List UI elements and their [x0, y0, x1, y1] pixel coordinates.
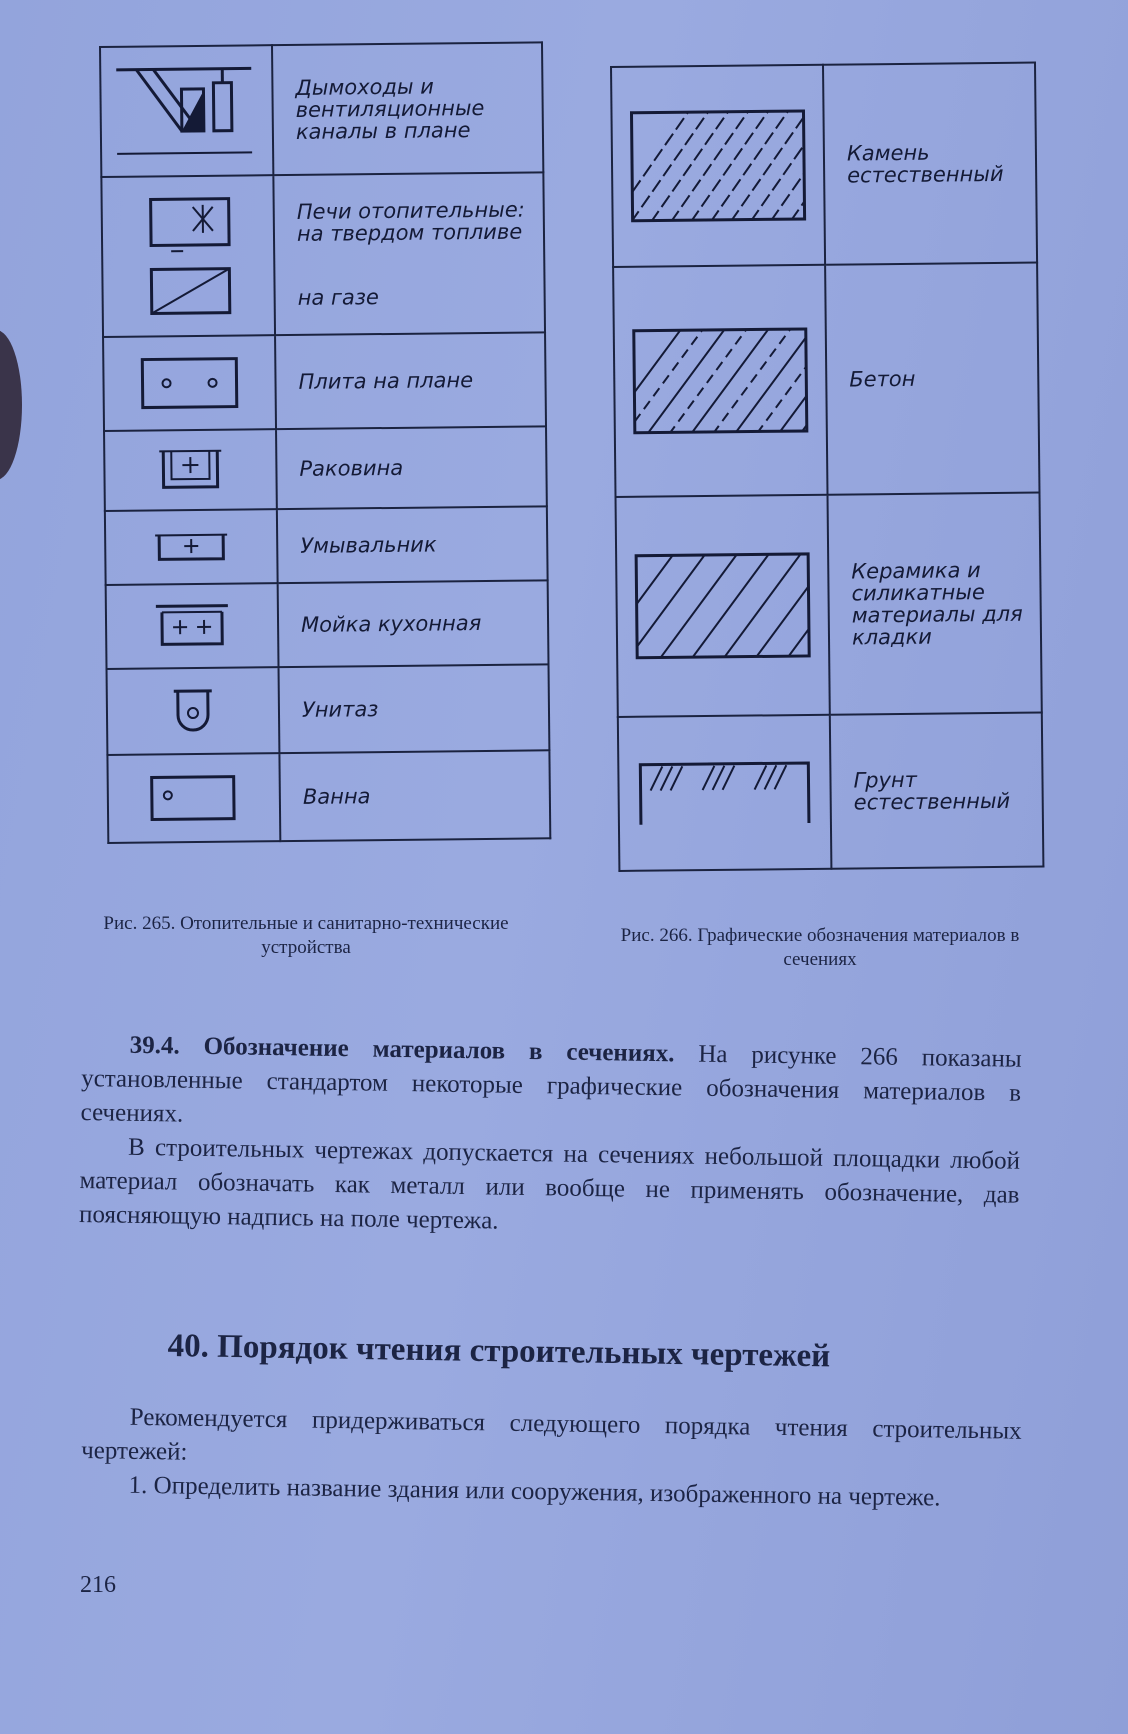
- table-row: [100, 42, 543, 177]
- fig266-label: Керамика и силикатные материалы для кладки: [828, 493, 1042, 715]
- stove-solid-fuel-label: Печи отопительные: на твердом топливе: [296, 197, 525, 246]
- paragraph: Рекомендуется придерживаться следующего порядка чтения строительных чертежей:: [80, 1403, 1022, 1466]
- fig265-table: [99, 41, 551, 844]
- paragraph-text: На рисунке 266 показаны установленные стандартом некоторые графические обозначения материалов в сечениях.: [80, 1040, 1022, 1128]
- toilet-icon: [107, 667, 280, 755]
- table-row: [103, 332, 546, 431]
- table-row: [107, 750, 550, 843]
- fig265-label: Ванна: [279, 750, 550, 841]
- paragraph: 1. Определить название здания или сооружения, изображенного на чертеже.: [128, 1471, 941, 1512]
- fig265-label: Унитаз: [279, 664, 550, 753]
- fig266-label: Камень естественный: [823, 63, 1037, 265]
- washbasin-icon: [105, 509, 278, 585]
- fig265-label: Раковина: [276, 426, 547, 509]
- sink-icon: [104, 429, 277, 511]
- fig265-label: Дымоходы и вентиляционные каналы в плане: [272, 42, 543, 175]
- table-row: [613, 263, 1039, 497]
- ceramic-hatch-icon: [616, 495, 830, 717]
- section-heading: 39.4. Обозначение материалов в сечениях.: [129, 1031, 675, 1068]
- fig266-table: [610, 62, 1044, 872]
- section-40: [80, 1400, 1021, 1517]
- table-row: [611, 63, 1037, 267]
- fig266-label: Бетон: [825, 263, 1039, 495]
- thumb-shadow: [0, 330, 22, 480]
- kitchen-sink-icon: [106, 583, 279, 669]
- table-row: [104, 426, 547, 511]
- concrete-hatch-icon: [613, 265, 827, 497]
- natural-stone-hatch-icon: [611, 65, 825, 267]
- cooker-icon: [103, 335, 276, 431]
- fig266-caption: Рис. 266. Графические обозначения материалов в сечениях: [620, 925, 1020, 970]
- fig265-caption: Рис. 265. Отопительные и санитарно-технические устройства: [103, 913, 509, 958]
- stove-icon: [101, 175, 275, 337]
- section-40-title: 40. Порядок чтения строительных чертежей: [167, 1328, 831, 1375]
- table-row: [107, 664, 550, 755]
- stove-gas-label: на газе: [297, 285, 380, 310]
- fig265-label: [273, 172, 545, 335]
- paragraph: В строительных чертежах допускается на сечениях небольшой площадки любой материал обозначать как металл или вообще не применять обозначение, дав поясняющую надпись на поле чертежа.: [78, 1133, 1021, 1235]
- table-row: [618, 713, 1044, 871]
- fig265-label: Плита на плане: [275, 332, 546, 429]
- section-39-4: [79, 1028, 1022, 1247]
- bathtub-icon: [107, 753, 280, 843]
- page-number: 216: [80, 1572, 116, 1598]
- table-row: [105, 506, 548, 585]
- table-row: [616, 493, 1042, 717]
- fig266-label: Грунт естественный: [830, 713, 1044, 869]
- fig265-label: Умывальник: [277, 506, 548, 583]
- paragraph: [80, 1028, 1021, 1145]
- fig265-label: Мойка кухонная: [278, 580, 549, 667]
- soil-hatch-icon: [618, 715, 832, 871]
- table-row: [106, 580, 549, 669]
- table-row: [101, 172, 545, 337]
- chimney-vent-icon: [100, 45, 273, 177]
